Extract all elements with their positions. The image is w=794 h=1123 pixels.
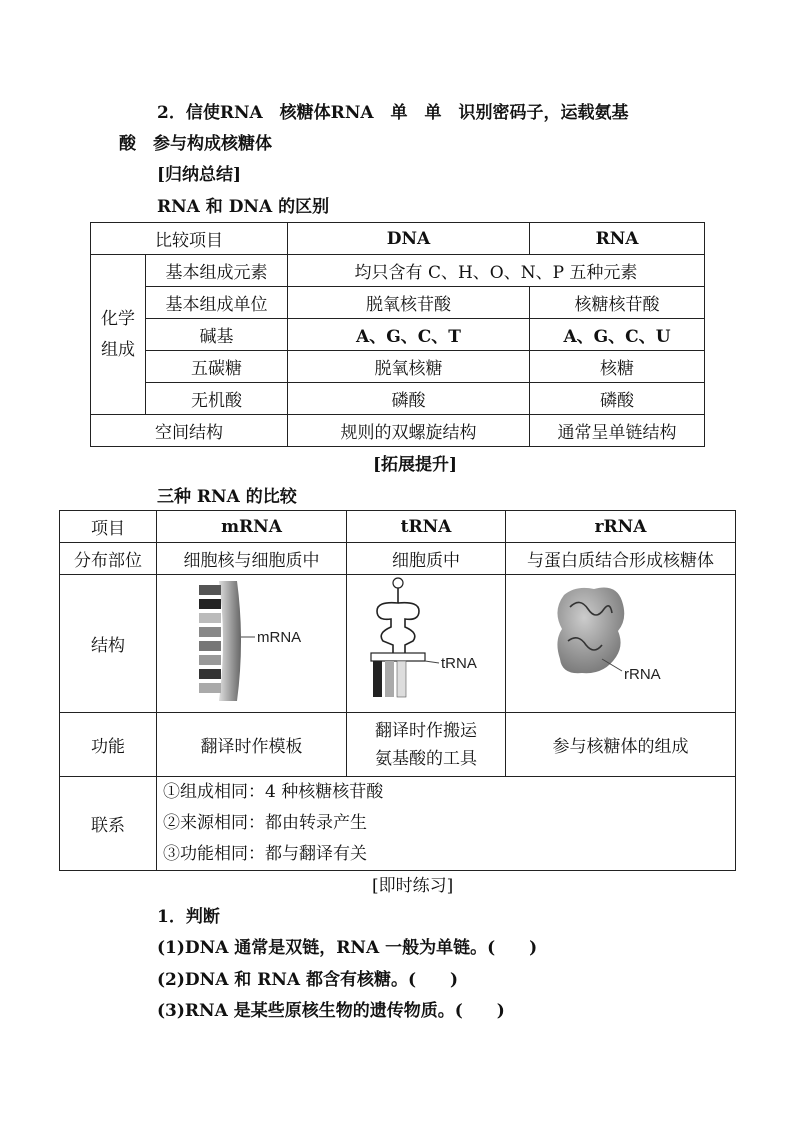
trna-structure-figure <box>347 575 506 707</box>
relation-item: ②来源相同：都由转录产生 <box>163 813 367 833</box>
table2-row-label: 结构 <box>60 575 157 713</box>
relation-item: ①组成相同：4 种核糖核苷酸 <box>163 782 384 802</box>
table1-dna-cell: 脱氧核糖 <box>288 351 530 383</box>
table2-header-trna: tRNA <box>347 511 506 543</box>
practice-item: (1)DNA 通常是双链，RNA 一般为单链。( ) <box>157 938 538 958</box>
intro-line-1: 2．信使RNA 核糖体RNA 单 单 识别密码子，运载氨基 <box>157 103 629 123</box>
rna-dna-comparison-table <box>90 222 705 447</box>
table1-rna-cell: 磷酸 <box>530 383 705 415</box>
table1-header-item: 比较项目 <box>91 223 288 255</box>
table2-header-rrna: rRNA <box>506 511 736 543</box>
distribution-mrna: 细胞核与细胞质中 <box>157 543 347 575</box>
trna-figure-label: tRNA <box>441 655 477 672</box>
mrna-figure-label: mRNA <box>257 629 302 646</box>
distribution-trna: 细胞质中 <box>347 543 506 575</box>
table2-header-mrna: mRNA <box>157 511 347 543</box>
relation-cell <box>157 777 736 871</box>
function-trna-line: 翻译时作搬运 <box>375 720 477 741</box>
mrna-structure-figure <box>157 575 347 707</box>
table1-group-label: 化学组成 <box>91 255 146 415</box>
rrna-figure-cell <box>506 575 736 713</box>
function-trna <box>347 713 506 777</box>
function-rrna: 参与核糖体的组成 <box>506 713 736 777</box>
table1-row-label: 五碳糖 <box>146 351 288 383</box>
table1-row-label: 基本组成元素 <box>146 255 288 287</box>
table2-title: 三种 RNA 的比较 <box>157 487 297 507</box>
table2-row-label: 联系 <box>60 777 157 871</box>
table1-title: RNA 和 DNA 的区别 <box>157 197 330 217</box>
table2-row-label: 功能 <box>60 713 157 777</box>
summary-heading: [归纳总结] <box>157 165 242 185</box>
extension-heading: [拓展提升] <box>373 455 458 475</box>
rrna-figure-label: rRNA <box>624 666 661 683</box>
table1-row-label: 无机酸 <box>146 383 288 415</box>
practice-item: (3)RNA 是某些原核生物的遗传物质。( ) <box>157 1001 505 1021</box>
three-rna-comparison-table <box>59 510 736 871</box>
practice-section-heading: [即时练习] <box>372 876 454 896</box>
table1-dna-cell: 磷酸 <box>288 383 530 415</box>
table1-rna-cell: A、G、C、U <box>530 319 705 351</box>
table1-rna-cell: 通常呈单链结构 <box>530 415 705 447</box>
table1-row-label: 基本组成单位 <box>146 287 288 319</box>
table1-merged-cell: 均只含有 C、H、O、N、P 五种元素 <box>288 255 705 287</box>
relation-item: ③功能相同：都与翻译有关 <box>163 844 367 864</box>
practice-heading: 1．判断 <box>157 907 220 927</box>
table1-header-rna: RNA <box>530 223 705 255</box>
table1-dna-cell: A、G、C、T <box>288 319 530 351</box>
table2-row-label: 分布部位 <box>60 543 157 575</box>
function-mrna: 翻译时作模板 <box>157 713 347 777</box>
table1-dna-cell: 脱氧核苷酸 <box>288 287 530 319</box>
intro-line-2: 酸 参与构成核糖体 <box>119 134 272 154</box>
table1-rna-cell: 核糖 <box>530 351 705 383</box>
rrna-structure-figure <box>506 575 736 707</box>
table1-rna-cell: 核糖核苷酸 <box>530 287 705 319</box>
trna-figure-cell <box>347 575 506 713</box>
mrna-figure-cell <box>157 575 347 713</box>
table1-row-label: 碱基 <box>146 319 288 351</box>
practice-item: (2)DNA 和 RNA 都含有核糖。( ) <box>157 970 459 990</box>
table1-dna-cell: 规则的双螺旋结构 <box>288 415 530 447</box>
function-trna-line: 氨基酸的工具 <box>375 748 477 769</box>
table1-row-label: 空间结构 <box>91 415 288 447</box>
distribution-rrna: 与蛋白质结合形成核糖体 <box>506 543 736 575</box>
table1-header-dna: DNA <box>288 223 530 255</box>
table2-header-item: 项目 <box>60 511 157 543</box>
